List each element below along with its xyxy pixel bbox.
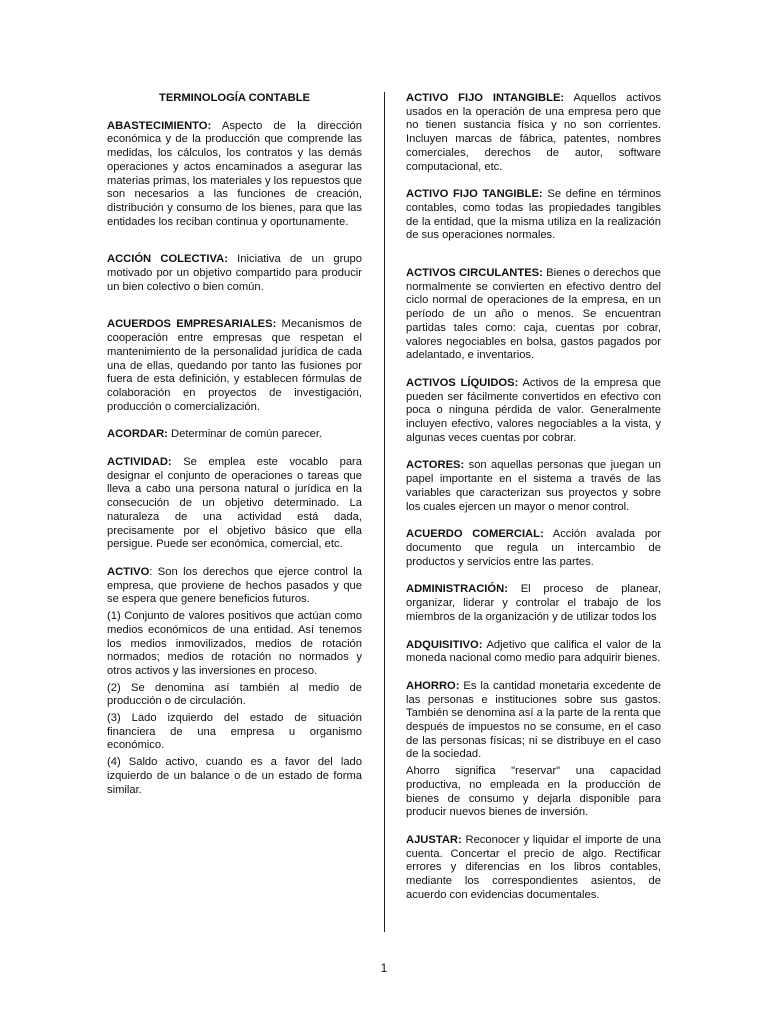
entry-definition: : Son los derechos que ejerce control la empresa, que proviene de hechos pasados y que se espera que genere beneficios futuros. — [107, 565, 362, 606]
entry-term: ACUERDO COMERCIAL: — [406, 528, 544, 541]
entry-definition: Iniciativa de un grupo motivado por un objetivo compartido para producir un bien colectivo o bien común. — [107, 253, 362, 293]
entry-definition: Determinar de común parecer. — [167, 428, 323, 441]
entry-actores — [406, 459, 661, 514]
entry-subdefinition: (3) Lado izquierdo del estado de situación financiera de una empresa u organismo económico. — [107, 712, 362, 752]
entry-definition: Se emplea este vocablo para designar el conjunto de operaciones o tareas que lleva a cabo una persona natural o jurídica en la consecución de un objetivo determinado. La naturaleza de una actividad está dada, precisamente por el objetivo básico que ella persigue. Puede ser económica, comercial, etc. — [107, 456, 362, 551]
entry-term: ACTIVO FIJO INTANGIBLE: — [406, 92, 565, 104]
entry-activos-liquidos — [406, 377, 661, 446]
page-number: 1 — [380, 961, 388, 975]
entry-definition: Aquellos activos usados en la operación de una empresa pero que no tienen sustancia física y no son corrientes. Incluyen marcas de fábrica, patentes, nombres comerciales, derechos de autor, software computacional, etc. — [406, 92, 661, 173]
entry-definition: Adjetivo que califica el valor de la moneda nacional como medio para adquirir bienes. — [406, 638, 661, 665]
entry-subdefinition: (4) Saldo activo, cuando es a favor del lado izquierdo de un balance o de un estado de forma similar. — [107, 756, 362, 796]
entry-definition: Acción avalada por documento que regula un intercambio de productos y servicios entre las partes. — [406, 528, 661, 568]
entry-subdefinition: (2) Se denomina así también al medio de producción o de circulación. — [107, 681, 362, 708]
entry-term: ADMINISTRACIÓN: — [406, 583, 508, 596]
entry-acordar — [107, 428, 362, 442]
entry-actividad — [107, 456, 362, 552]
entry-ajustar — [406, 834, 661, 903]
entry-acuerdos-empresariales — [107, 318, 362, 414]
entry-term: ACTIVO FIJO TANGIBLE: — [406, 188, 543, 201]
entry-term: AHORRO: — [406, 679, 460, 692]
entry-definition: Mecanismos de cooperación entre empresas que respetan el mantenimiento de la personalidad jurídica de cada una de ellas, quedando por tanto las fusiones por fuera de esta definición, y establecen fórmulas de colaboración en proyectos de investigación, producción o comercialización. — [107, 318, 362, 413]
entry-definition: Es la cantidad monetaria excedente de las personas e instituciones sobre sus gastos. También se denomina así a la parte de la renta que después de impuestos no se consume, en el caso de las personas físicas; ni se distribuye en el caso de la sociedad. — [406, 679, 661, 761]
entry-abastecimiento — [107, 120, 362, 230]
entry-term: ABASTECIMIENTO: — [107, 119, 212, 132]
entry-definition: Reconocer y liquidar el importe de una cuenta. Concertar el precio de algo. Rectificar errores y diferencias en los libros contables, mediante los correspondientes asientos, de acuerdo con evidencias documentales. — [406, 833, 661, 901]
document-title: TERMINOLOGÍA CONTABLE — [158, 92, 311, 104]
entry-term: ACUERDOS EMPRESARIALES: — [107, 318, 277, 331]
entry-activos-circulantes — [406, 267, 661, 363]
entry-term: ACTIVO — [107, 565, 150, 578]
entry-acuerdo-comercial — [406, 528, 661, 569]
entry-term: AJUSTAR: — [406, 833, 462, 846]
entry-adquisitivo — [406, 639, 661, 666]
entry-administracion — [406, 583, 661, 624]
entry-subdefinition: (1) Conjunto de valores positivos que actúan como medios económicos de una entidad. Así tenemos los medios inmovilizados, medios de rotación normados; medios de rotación no normados y otros activos y las inversiones en proceso. — [107, 610, 362, 677]
entry-definition: Se define en términos contables, como todas las propiedades tangibles de la entidad, que la misma utiliza en la realización de sus operaciones normales. — [406, 188, 661, 242]
entry-definition: El proceso de planear, organizar, liderar y controlar el trabajo de los miembros de la organización y de utilizar todos los — [406, 583, 661, 623]
entry-term: ACORDAR: — [107, 428, 168, 441]
entry-definition: Bienes o derechos que normalmente se convierten en efectivo dentro del ciclo normal de operaciones de la empresa, en un período de un año o menos. Se encuentran partidas tales como: caja, cuentas por cobrar, valores negociables en bolsa, gastos pagados por adelantado, e inventarios. — [406, 267, 661, 362]
entry-activo — [107, 566, 362, 797]
column-divider — [384, 92, 385, 932]
entry-term: ACTIVOS LÍQUIDOS: — [406, 376, 519, 389]
entry-activo-fijo-intangible — [406, 92, 661, 174]
entry-term: ADQUISITIVO: — [406, 638, 483, 651]
left-column — [107, 92, 362, 811]
entry-definition: son aquellas personas que juegan un papel importante en el sistema a través de las variables que caracterizan sus proyectos y sobre los cuales ejercen un mayor o menor control. — [406, 459, 661, 513]
entry-term: ACCIÓN COLECTIVA: — [107, 253, 228, 266]
entry-term: ACTORES: — [406, 459, 465, 472]
entry-activo-fijo-tangible — [406, 188, 661, 243]
right-column — [406, 92, 661, 916]
entry-subdefinition: Ahorro significa "reservar" una capacidad productiva, no empleada en la producción de bienes de consumo y dejarla disponible para producir nuevos bienes de inversión. — [406, 765, 661, 819]
entry-term: ACTIVIDAD: — [107, 456, 172, 469]
entry-accion-colectiva — [107, 253, 362, 294]
entry-definition: Activos de la empresa que pueden ser fácilmente convertidos en efectivo con poca o ninguna pérdida de valor. Generalmente incluyen efectivo, valores negociables a la vista, y algunas veces cuentas por cobrar. — [406, 376, 661, 444]
entry-term: ACTIVOS CIRCULANTES: — [406, 267, 543, 280]
entry-ahorro — [406, 680, 661, 820]
entry-definition: Aspecto de la dirección económica y de la producción que comprende las medidas, los cálculos, los contratos y las demás operaciones y actos encaminados a asegurar las materias primas, los materiales y los repuestos que son necesarios a las funciones de creación, distribución y consumo de los bienes, para que las entidades los reciban continua y oportunamente. — [107, 119, 362, 228]
